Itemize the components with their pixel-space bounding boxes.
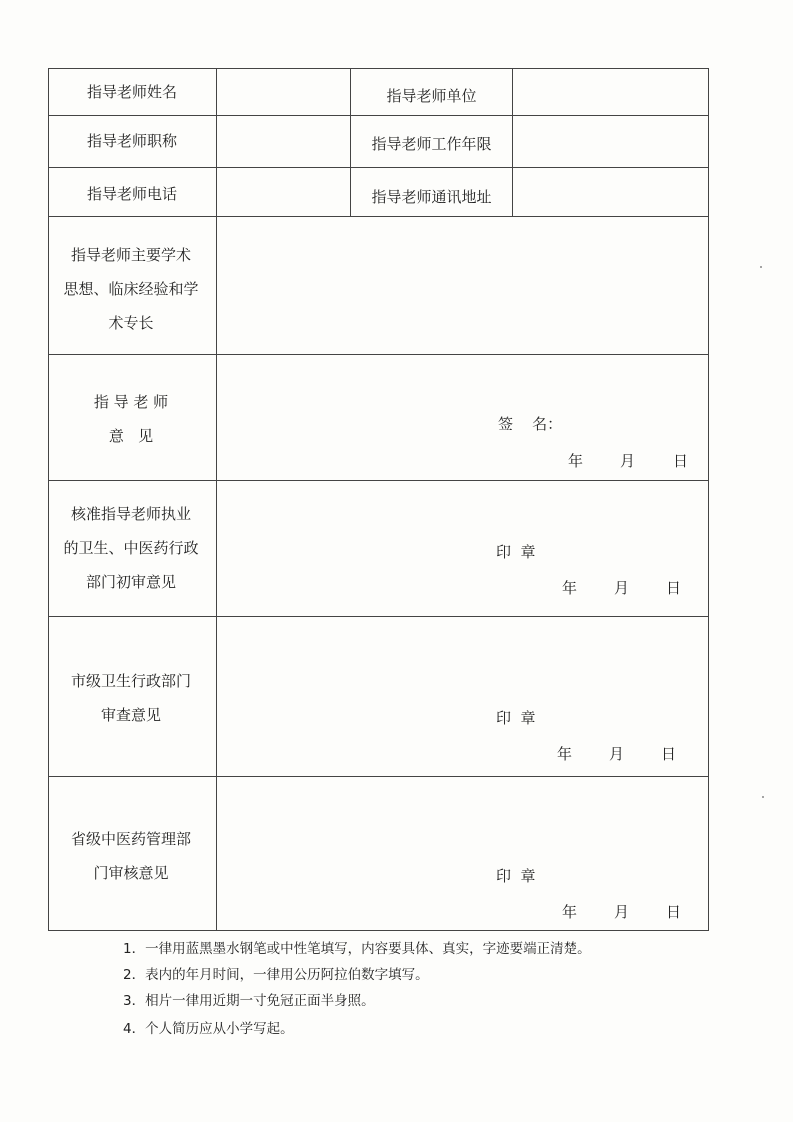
scan-speck xyxy=(762,796,764,798)
city-year: 年 xyxy=(557,745,573,763)
name-label: 指导老师姓名 xyxy=(86,83,177,101)
years-label: 指导老师工作年限 xyxy=(371,135,492,153)
opinion-day: 日 xyxy=(673,452,689,470)
address-label: 指导老师通讯地址 xyxy=(371,188,492,206)
unit-label: 指导老师单位 xyxy=(386,87,477,105)
city-label: 市级卫生行政部门 审查意见 xyxy=(70,672,191,724)
city-month: 月 xyxy=(609,745,625,763)
province-label: 省级中医药管理部 门审核意见 xyxy=(70,830,191,882)
note-1: 1．一律用蓝黑墨水钢笔或中性笔填写，内容要具体、真实，字迹要端正清楚。 xyxy=(123,941,591,957)
note-2: 2．表内的年月时间，一律用公历阿拉伯数字填写。 xyxy=(123,967,429,983)
health-dept-field[interactable] xyxy=(217,481,708,616)
opinion-year: 年 xyxy=(568,452,584,470)
province-year: 年 xyxy=(562,903,578,921)
address-field[interactable] xyxy=(513,168,708,216)
health-dept-year: 年 xyxy=(562,579,578,597)
title-field[interactable] xyxy=(217,116,350,167)
opinion-month: 月 xyxy=(620,452,636,470)
note-4: 4．个人简历应从小学写起。 xyxy=(123,1021,294,1037)
scan-speck xyxy=(760,266,762,268)
note-3: 3．相片一律用近期一寸免冠正面半身照。 xyxy=(123,993,375,1009)
phone-label: 指导老师电话 xyxy=(86,185,177,203)
health-dept-month: 月 xyxy=(614,579,630,597)
opinion-label: 指 导 老 师 意 见 xyxy=(93,393,169,445)
table-border-right xyxy=(708,68,709,931)
province-month: 月 xyxy=(614,903,630,921)
province-field[interactable] xyxy=(217,777,708,930)
province-seal-label: 印 章 xyxy=(496,867,536,885)
signature-label: 签 名： xyxy=(498,415,563,433)
name-field[interactable] xyxy=(217,69,350,115)
table-border-bottom xyxy=(48,930,709,931)
health-dept-seal-label: 印 章 xyxy=(496,543,536,561)
academic-label: 指导老师主要学术 思想、临床经验和学 术专长 xyxy=(63,246,199,332)
academic-field[interactable] xyxy=(217,217,708,354)
years-field[interactable] xyxy=(513,116,708,167)
health-dept-day: 日 xyxy=(666,579,682,597)
province-day: 日 xyxy=(666,903,682,921)
unit-field[interactable] xyxy=(513,69,708,115)
health-dept-label: 核准指导老师执业 的卫生、中医药行政 部门初审意见 xyxy=(63,505,199,591)
city-seal-label: 印 章 xyxy=(496,709,536,727)
phone-field[interactable] xyxy=(217,168,350,216)
city-field[interactable] xyxy=(217,617,708,776)
city-day: 日 xyxy=(661,745,677,763)
title-label: 指导老师职称 xyxy=(86,132,177,150)
